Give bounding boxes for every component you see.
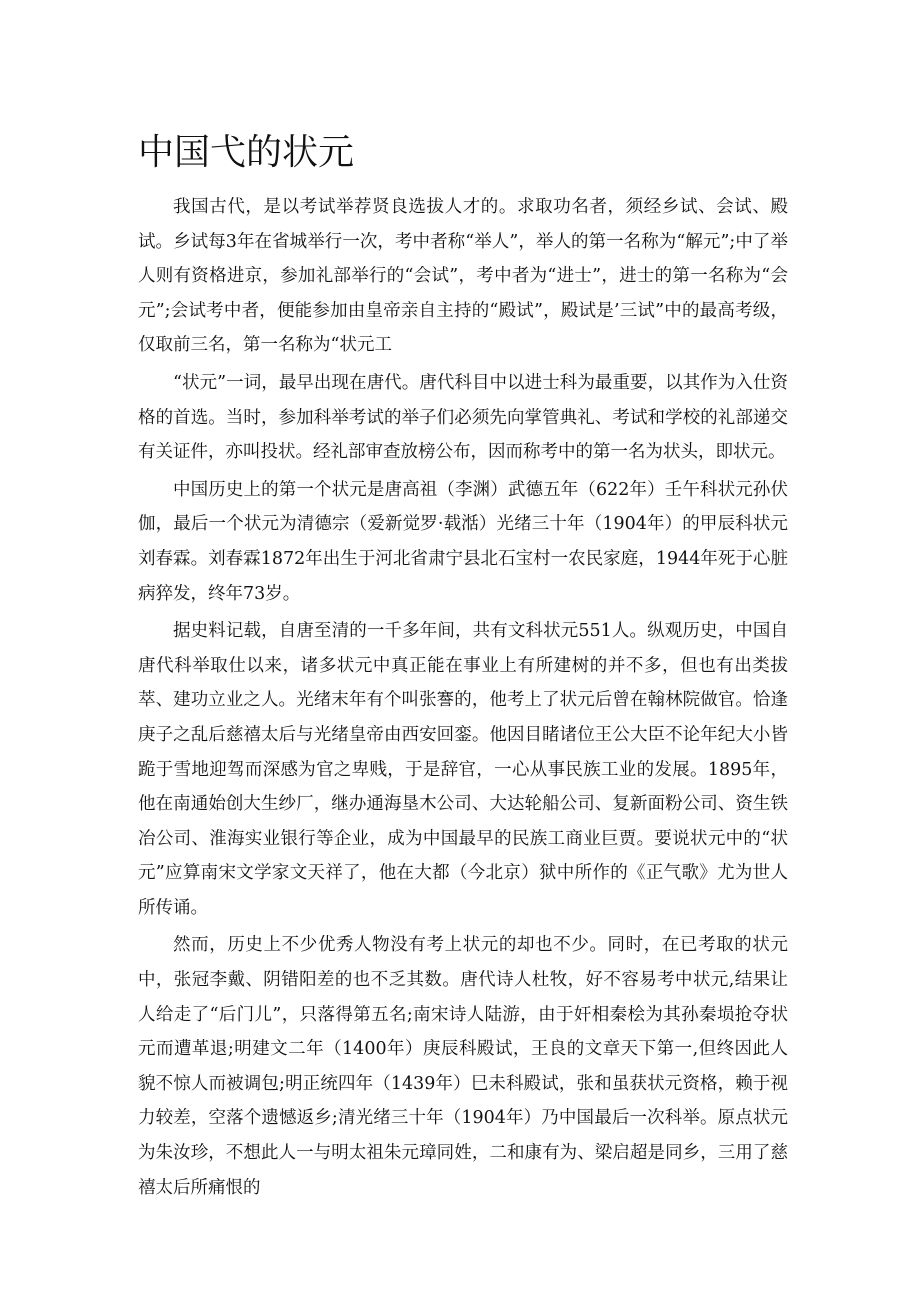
paragraph: 然而，历史上不少优秀人物没有考上状元的却也不少。同时，在已考取的状元中，张冠李戴、阴错阳差的也不乏其数。唐代诗人杜牧，好不容易考中状元,结果让人给走了“后门儿”，只落得第五名;南宋诗人陆游，由于奸相秦桧为其孙秦埙抢夺状元而遭革退;明建文二年（1400年）庚辰科殿试，王良的文章天下第一,但终因此人貌不惊人而被调包;明正统四年（1439年）巳未科殿试，张和虽获状元资格，赖于视力较差，空落个遗憾返乡;清光绪三十年（1904年）乃中国最后一次科举。原点状元为朱汝珍，不想此人一与明太祖朱元璋同姓，二和康有为、梁启超是同乡，三用了慈禧太后所痛恨的: [138, 935, 788, 1198]
document-body: [138, 190, 788, 1205]
paragraph: 据史料记载，自唐至清的一千多年间，共有文科状元551人。纵观历史，中国自唐代科举取仕以来，诸多状元中真正能在事业上有所建树的并不多，但也有出类拔萃、建功立业之人。光绪末年有个叫张謇的，他考上了状元后曾在翰林院做官。恰逢庚子之乱后慈禧太后与光绪皇帝由西安回銮。他因目睹诸位王公大臣不论年纪大小皆跪于雪地迎驾而深感为官之卑贱，于是辞官，一心从事民族工业的发展。1895年，他在南通始创大生纱厂，继办通海垦木公司、大达轮船公司、复新面粉公司、资生铁冶公司、淮海实业银行等企业，成为中国最早的民族工商业巨贾。要说状元中的“状元”应算南宋文学家文天祥了，他在大都（今北京）狱中所作的《正气歌》尤为世人所传诵。: [138, 621, 788, 918]
paragraph: 中国历史上的第一个状元是唐高祖（李渊）武德五年（622年）壬午科状元孙伏伽，最后一个状元为清德宗（爱新觉罗·载湉）光绪三十年（1904年）的甲辰科状元刘春霖。刘春霖1872年出生于河北省肃宁县北石宝村一农民家庭，1944年死于心脏病猝发，终年73岁。: [138, 479, 788, 604]
document-title: 中国弋的状元: [138, 132, 355, 173]
paragraph: “状元”一词，最早出现在唐代。唐代科目中以进士科为最重要，以其作为入仕资格的首选。当时，参加科举考试的举子们必须先向掌管典礼、考试和学校的礼部递交有关证件，亦叫投状。经礼部审查放榜公布，因而称考中的第一名为状头，即状元。: [138, 372, 788, 463]
paragraph: 我国古代，是以考试举荐贤良选拔人才的。求取功名者，须经乡试、会试、殿试。乡试每3年在省城举行一次，考中者称“举人”，举人的第一名称为“解元”;中了举人则有资格进京，参加礼部举行的“会试”，考中者为“进士”，进士的第一名称为“会元”;会试考中者，便能参加由皇帝亲自主持的“殿试”，殿试是’三试”中的最高考级，仅取前三名，第一名称为“状元工: [138, 197, 788, 356]
